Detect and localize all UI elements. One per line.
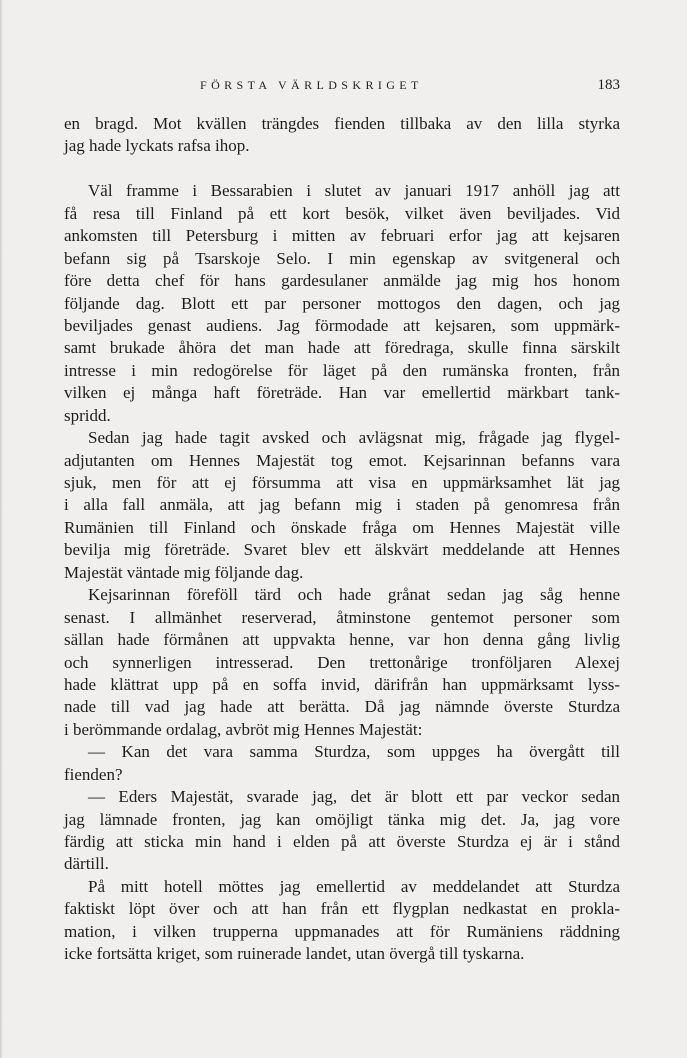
text-line: befann sig på Tsarskoje Selo. I min egenskap av svitgeneral och (64, 248, 620, 268)
text-line: i berömmande ordalag, avbröt mig Hennes Majestät: (64, 719, 423, 739)
text-line: senast. I allmänhet reserverad, åtminstone gentemot personer som (64, 607, 620, 627)
text-line: sällan hade förmånen att uppvakta henne, var hon denna gång livlig (64, 630, 620, 650)
paragraph (64, 876, 620, 966)
text-line: faktiskt löpt över och att han från ett flygplan nedkastat en prokla- (64, 899, 620, 919)
text-line: färdig att sticka min hand i elden på att överste Sturdza ej är i stånd (64, 832, 620, 851)
text-line: Väl framme i Bessarabien i slutet av januari 1917 anhöll jag att (88, 181, 620, 201)
text-line: Rumänien till Finland och önskade fråga om Hennes Majestät ville (64, 517, 620, 537)
paragraph (64, 584, 620, 741)
text-line: följande dag. Blott ett par personer mottogos den dagen, och jag (64, 293, 620, 313)
page-edge (0, 0, 3, 1058)
text-line: På mitt hotell möttes jag emellertid av meddelandet att Sturdza (88, 876, 620, 896)
text-line: icke fortsätta kriget, som ruinerade landet, utan övergå till tyskarna. (64, 944, 525, 964)
text-line: adjutanten om Hennes Majestät tog emot. Kejsarinnan befanns vara (64, 450, 620, 470)
text-line: — Eders Majestät, svarade jag, det är blott ett par veckor sedan (88, 787, 620, 807)
text-line: fienden? (64, 764, 123, 784)
page-number: 183 (597, 77, 620, 93)
text-line: samt brukade åhöra det man hade att föredraga, skulle finna särskilt (64, 338, 620, 358)
text-line: Kejsarinnan föreföll tärd och hade grånat sedan jag såg henne (88, 585, 620, 605)
body-text (64, 113, 620, 966)
text-line: före detta chef för hans gardesulaner anmälde jag mig hos honom (64, 271, 620, 291)
text-line: mation, i vilken trupperna uppmanades att för Rumäniens räddning (64, 921, 620, 941)
text-line: ankomsten till Petersburg i mitten av februari erfor jag att kejsaren (64, 226, 620, 246)
paragraph (64, 786, 620, 876)
text-line: vilken ej många haft företräde. Han var emellertid märkbart tank- (64, 383, 620, 403)
paragraph (64, 180, 620, 427)
text-line: spridd. (64, 405, 111, 425)
section-gap (64, 158, 620, 180)
text-line: jag lämnade fronten, jag kan omöjligt tänka mig det. Ja, jag vore (64, 809, 620, 829)
paragraph (64, 427, 620, 584)
running-title: FÖRSTA VÄRLDSKRIGET (200, 78, 423, 92)
text-line: nade till vad jag hade att berätta. Då jag nämnde överste Sturdza (64, 697, 620, 717)
text-line: därtill. (64, 854, 109, 874)
text-line: hade klättrat upp på en soffa invid, därifrån han uppmärksamt lyss- (64, 674, 620, 694)
text-line: Sedan jag hade tagit avsked och avlägsnat mig, frågade jag flygel- (88, 428, 620, 448)
text-line: få resa till Finland på ett kort besök, vilket även beviljades. Vid (64, 203, 620, 223)
text-line: — Kan det vara samma Sturdza, som uppges ha övergått till (88, 742, 620, 762)
text-line: jag hade lyckats rafsa ihop. (64, 136, 250, 156)
text-line: en bragd. Mot kvällen trängdes fienden tillbaka av den lilla styrka (64, 114, 620, 133)
text-line: i alla fall anmäla, att jag befann mig i staden på genomresa från (64, 495, 620, 515)
paragraph (64, 741, 620, 786)
text-line: beviljades genast audiens. Jag förmodade att kejsaren, som uppmärk- (64, 315, 620, 335)
text-line: och synnerligen intresserad. Den trettonårige tronföljaren Alexej (64, 652, 620, 672)
paragraph (64, 113, 620, 158)
text-line: intresse i min redogörelse för läget på den rumänska fronten, från (64, 360, 620, 380)
text-line: Majestät väntade mig följande dag. (64, 562, 304, 582)
text-line: sjuk, men för att ej försumma att visa en uppmärksamhet lät jag (64, 473, 620, 492)
text-line: bevilja mig företräde. Svaret blev ett älskvärt meddelande att Hennes (64, 540, 620, 560)
running-header (64, 75, 620, 95)
